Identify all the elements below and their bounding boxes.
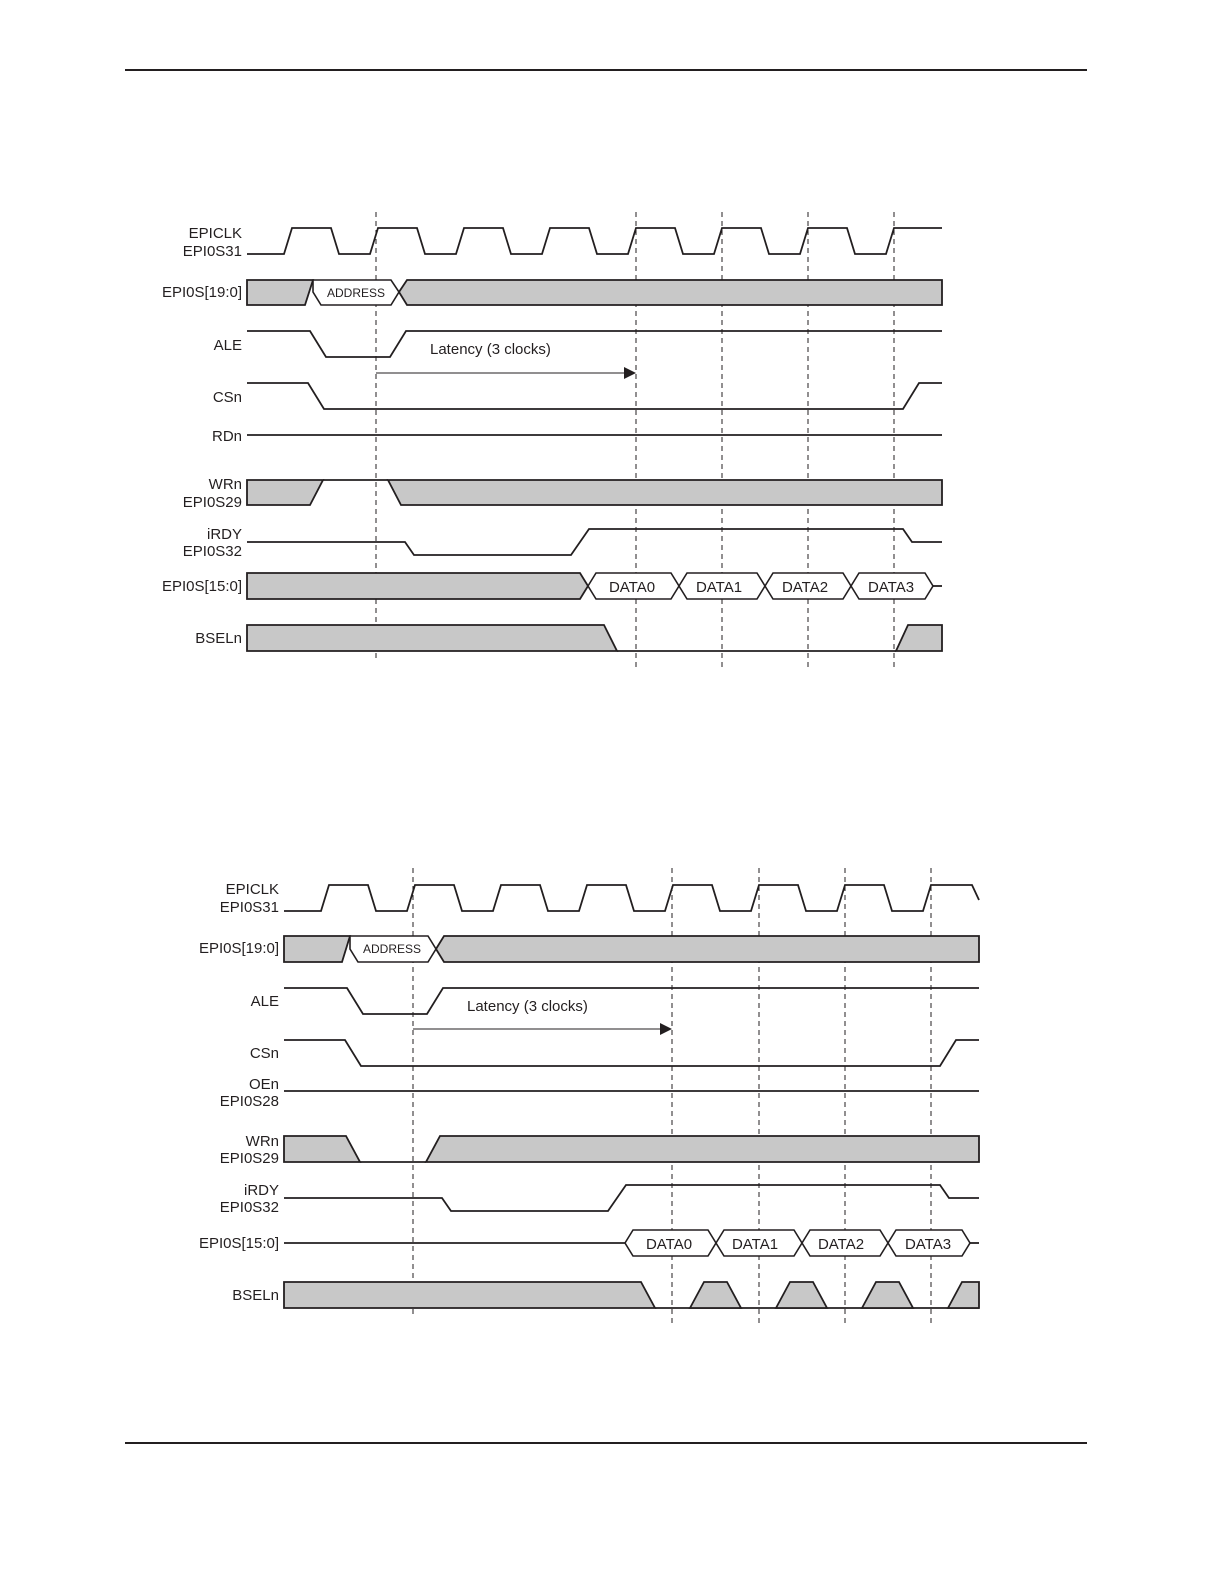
irdy-label-2: EPI0S32 (219, 1199, 279, 1216)
clk-label-2: EPI0S31 (182, 243, 242, 260)
irdy-label-1: iRDY (206, 526, 242, 543)
latency-label: Latency (3 clocks) (430, 341, 551, 358)
control-label: RDn (211, 428, 242, 445)
wrn-label-1: WRn (245, 1133, 279, 1150)
data-value-3: DATA3 (904, 1236, 952, 1253)
addr-bus-shade-right (436, 936, 979, 962)
control-label-2: EPI0S28 (219, 1093, 279, 1110)
clk-waveform (284, 885, 979, 911)
ale-waveform (284, 988, 979, 1014)
data-bus-label: EPI0S[15:0] (161, 578, 242, 595)
csn-label: CSn (249, 1045, 279, 1062)
clk-label-1: EPICLK (225, 881, 279, 898)
csn-waveform (284, 1040, 979, 1066)
data-value-0: DATA0 (645, 1236, 693, 1253)
data-value-3: DATA3 (867, 579, 915, 596)
wrn-label-1: WRn (208, 476, 242, 493)
addr-bus-label: EPI0S[19:0] (161, 284, 242, 301)
latency-label: Latency (3 clocks) (467, 998, 588, 1015)
data-value-0: DATA0 (608, 579, 656, 596)
bseln-pulse-3 (862, 1282, 913, 1308)
bseln-pulse-4 (948, 1282, 979, 1308)
bseln-label: BSELn (232, 1287, 279, 1304)
addr-bus-label: EPI0S[19:0] (198, 940, 279, 957)
addr-bus-shade-left (284, 936, 350, 962)
wrn-label-2: EPI0S29 (219, 1150, 279, 1167)
data-bus-label: EPI0S[15:0] (198, 1235, 279, 1252)
addr-value: ADDRESS (326, 286, 386, 300)
bseln-pulse-1 (690, 1282, 741, 1308)
addr-value: ADDRESS (362, 942, 422, 956)
bseln-label: BSELn (195, 630, 242, 647)
csn-label: CSn (212, 389, 242, 406)
wrn-shade-right (426, 1136, 979, 1162)
bseln-pulse-2 (776, 1282, 827, 1308)
clk-label-1: EPICLK (188, 225, 242, 242)
clk-label-2: EPI0S31 (219, 899, 279, 916)
bseln-shade-main (284, 1282, 655, 1308)
ale-label: ALE (213, 337, 242, 354)
data-value-2: DATA2 (781, 579, 829, 596)
control-label-1: OEn (248, 1076, 279, 1093)
ale-label: ALE (250, 993, 279, 1010)
data-value-1: DATA1 (695, 579, 743, 596)
irdy-label-2: EPI0S32 (182, 543, 242, 560)
data-value-2: DATA2 (817, 1236, 865, 1253)
latency-arrowhead (660, 1023, 672, 1035)
data-value-1: DATA1 (731, 1236, 779, 1253)
wrn-shade-left (284, 1136, 360, 1162)
irdy-label-1: iRDY (243, 1182, 279, 1199)
irdy-waveform (284, 1185, 979, 1211)
wrn-label-2: EPI0S29 (182, 494, 242, 511)
